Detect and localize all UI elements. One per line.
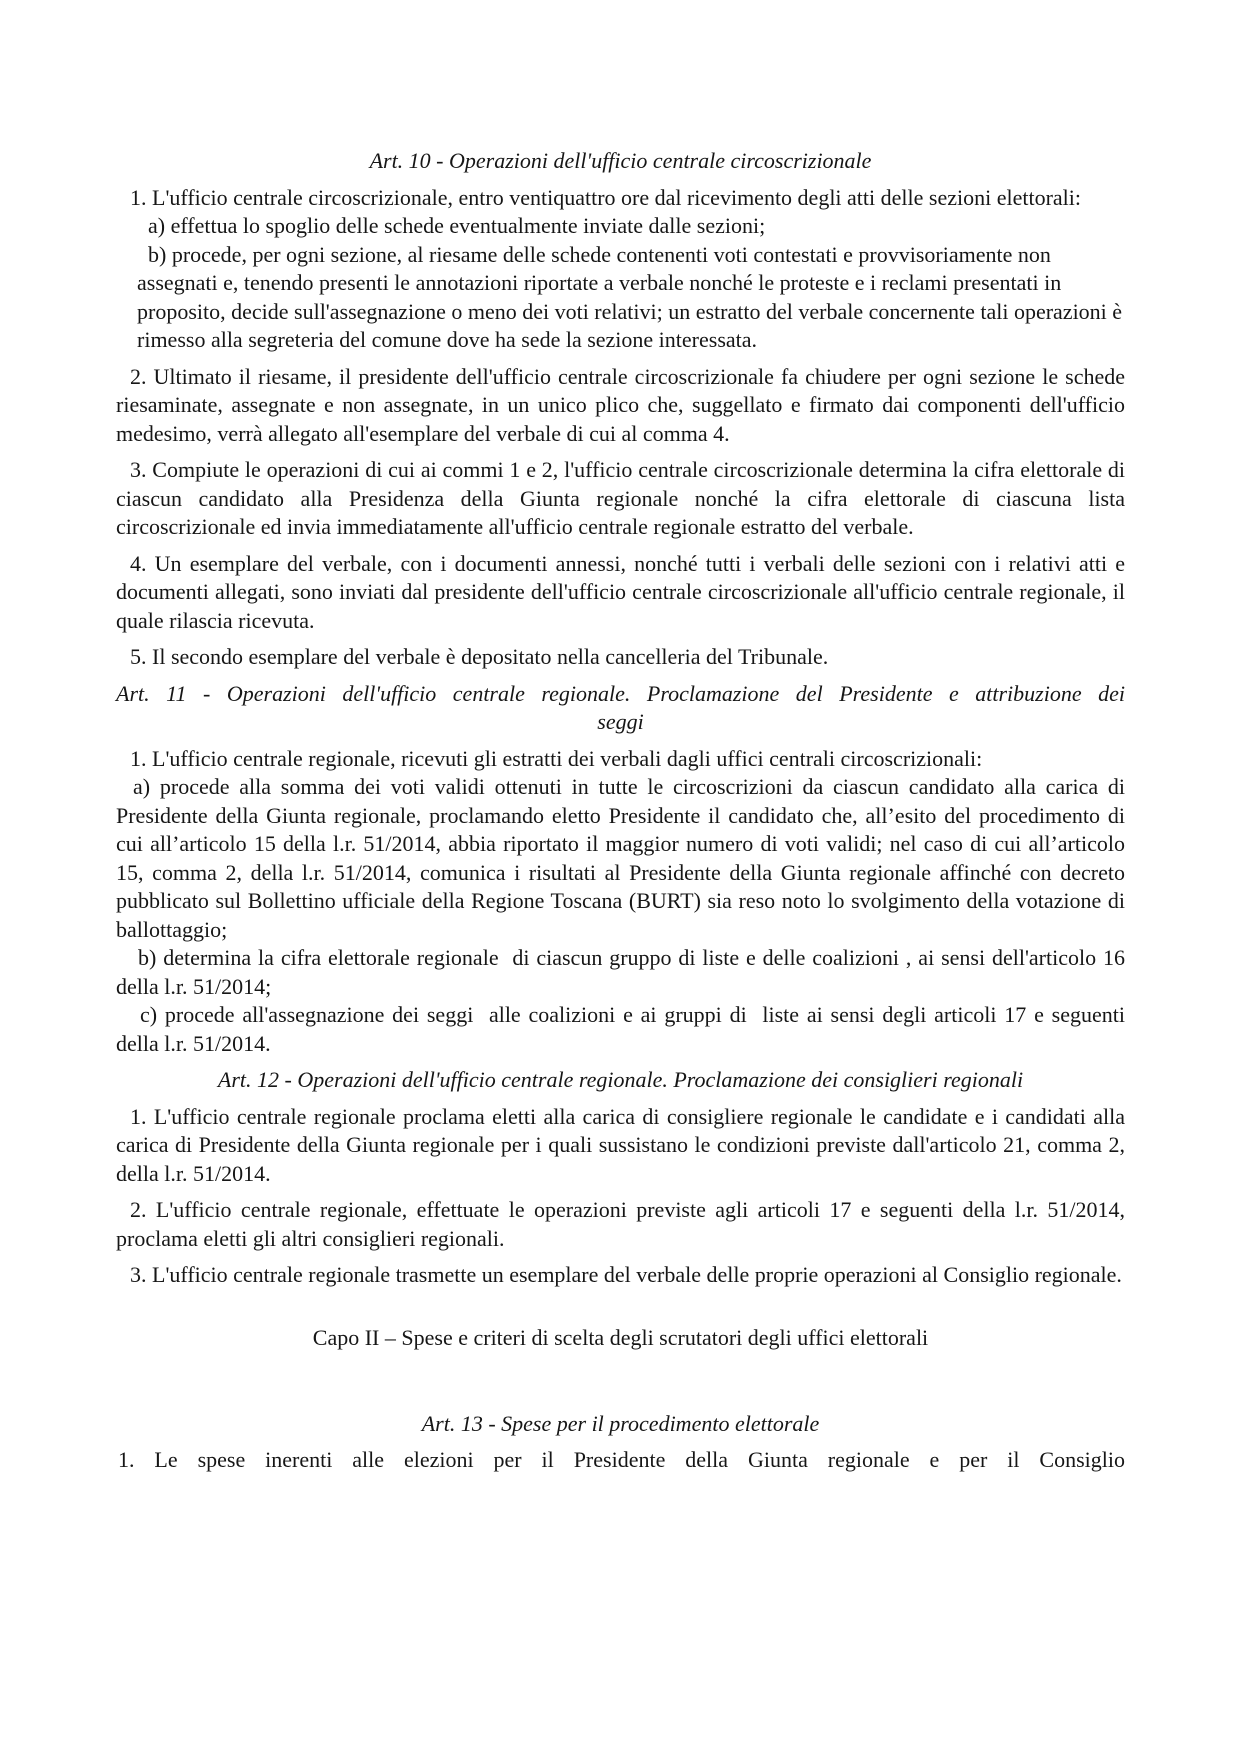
article-10-paragraph-5: 5. Il secondo esemplare del verbale è depositato nella cancelleria del Tribunale. — [130, 644, 829, 669]
article-10-paragraph-2: 2. Ultimato il riesame, il presidente dell'ufficio centrale circoscrizionale fa chiudere per ogni sezione le schede riesaminate, assegnate e non assegnate, in un unico plico che, suggellato e firmato dai componenti dell'ufficio medesimo, verrà allegato all'esemplare del verbale di cui al comma 4. — [116, 363, 1131, 446]
article-11-item-c: c) procede all'assegnazione dei seggi alle coalizioni e ai gruppi di liste ai sensi degli articoli 17 e seguenti della l.r. 51/2014. — [116, 1002, 1131, 1056]
article-10-paragraph-1: 1. L'ufficio centrale circoscrizionale, entro ventiquattro ore dal ricevimento degli atti delle sezioni elettorali: — [130, 184, 1082, 210]
article-12-paragraph-2: 2. L'ufficio centrale regionale, effettuate le operazioni previste agli articoli 17 e seguenti della l.r. 51/2014, proclama eletti gli altri consiglieri regionali. — [116, 1197, 1131, 1251]
article-10-heading: Art. 10 - Operazioni dell'ufficio centrale circoscrizionale — [369, 148, 872, 173]
article-11-item-b: b) determina la cifra elettorale regionale di ciascun gruppo di liste e delle coalizioni , ai sensi dell'articolo 16 della l.r. 51/2014; — [116, 945, 1131, 999]
article-12-paragraph-3: 3. L'ufficio centrale regionale trasmette un esemplare del verbale delle proprie operazioni al Consiglio regionale. — [130, 1262, 1122, 1287]
article-11-heading — [116, 680, 1125, 737]
article-13-paragraph-1: 1. Le spese inerenti alle elezioni per il Presidente della Giunta regionale e per il Consiglio — [118, 1446, 1125, 1472]
article-12-heading: Art. 12 - Operazioni dell'ufficio centrale regionale. Proclamazione dei consiglieri regionali — [217, 1067, 1024, 1092]
article-11-heading-line-2: seggi — [597, 709, 644, 734]
article-10-paragraph-3: 3. Compiute le operazioni di cui ai commi 1 e 2, l'ufficio centrale circoscrizionale determina la cifra elettorale di ciascun candidato alla Presidenza della Giunta regionale nonché la cifra elettorale di ciascuna lista circoscrizionale ed invia immediatamente all'ufficio centrale regionale estratto del verbale. — [116, 457, 1131, 539]
article-10-item-b: b) procede, per ogni sezione, al riesame delle schede contenenti voti contestati e provvisoriamente non assegnati e, tenendo presenti le annotazioni riportate a verbale nonché le proteste e i reclami presentati in proposito, decide sull'assegnazione o meno dei voti relativi; un estratto del verbale concernente tali operazioni è rimesso alla segreteria del comune dove ha sede la sezione interessata. — [137, 241, 1128, 352]
article-10-item-a: a) effettua lo spoglio delle schede eventualmente inviate dalle sezioni; — [148, 213, 766, 238]
article-12-paragraph-1: 1. L'ufficio centrale regionale proclama eletti alla carica di consigliere regionale le candidate e i candidati alla carica di Presidente della Giunta regionale per i quali sussistano le condizioni previste dall'articolo 21, comma 2, della l.r. 51/2014. — [116, 1103, 1131, 1186]
article-11-item-a: a) procede alla somma dei voti validi ottenuti in tutte le circoscrizioni da ciascun candidato alla carica di Presidente della Giunta regionale, proclamando eletto Presidente il candidato che, all’esito del procedimento di cui all’articolo 15 della l.r. 51/2014, abbia riportato il maggior numero di voti validi; nel caso di cui all’articolo 15, comma 2, della l.r. 51/2014, comunica i risultati al Presidente della Giunta regionale affinché con decreto pubblicato sul Bollettino ufficiale della Regione Toscana (BURT) sia reso noto lo svolgimento della votazione di ballottaggio; — [116, 774, 1131, 942]
article-11-heading-line-1: Art. 11 - Operazioni dell'ufficio centrale regionale. Proclamazione del Presidente e attribuzione dei — [116, 680, 1125, 706]
article-10-paragraph-4: 4. Un esemplare del verbale, con i documenti annessi, nonché tutti i verbali delle sezioni con i relativi atti e documenti allegati, sono inviati dal presidente dell'ufficio centrale circoscrizionale all'ufficio centrale regionale, il quale rilascia ricevuta. — [116, 550, 1131, 633]
article-13-heading: Art. 13 - Spese per il procedimento elettorale — [421, 1411, 820, 1436]
chapter-2-heading: Capo II – Spese e criteri di scelta degli scrutatori degli uffici elettorali — [312, 1324, 929, 1350]
article-11-paragraph-1: 1. L'ufficio centrale regionale, ricevuti gli estratti dei verbali dagli uffici centrali circoscrizionali: — [130, 745, 983, 771]
